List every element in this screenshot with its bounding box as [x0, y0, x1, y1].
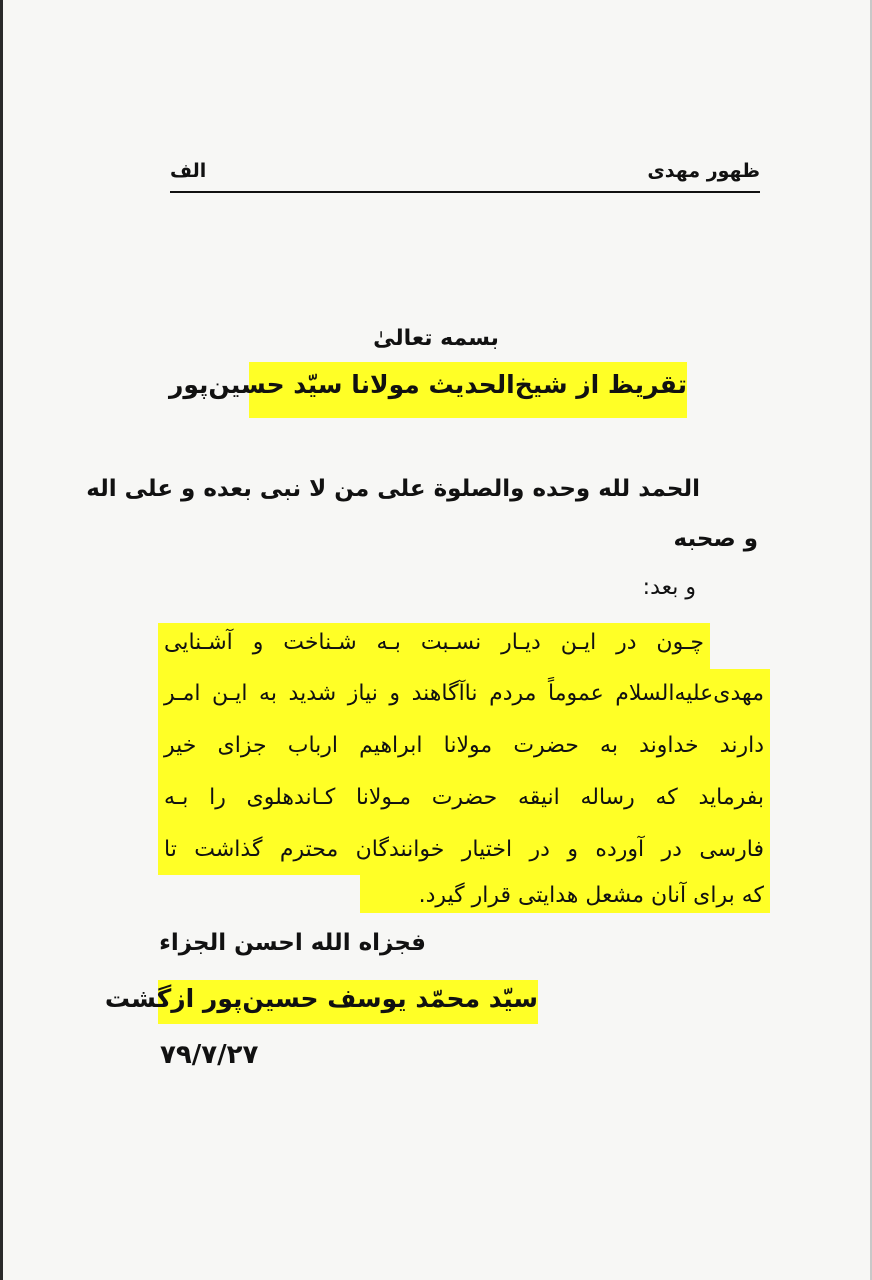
signature: سیّد محمّد یوسف حسین‌پور ازگشت	[104, 984, 538, 1013]
hamd-line-2: و صحبه	[673, 526, 758, 552]
running-header	[170, 160, 760, 190]
book-title: ظهور مهدی	[647, 160, 760, 182]
bism-heading: بسمه تعالیٰ	[373, 326, 499, 351]
taqriz-title: تقریظ از شیخ‌الحدیث مولانا سیّد حسین‌پور	[168, 370, 687, 399]
body-line-2: مهدی‌علیه‌السلام عموماً مردم ناآگاهند و نیاز شدید به ایـن امـر	[164, 681, 764, 706]
page-number: الف	[170, 160, 207, 182]
wa-bad-label: و بعد:	[642, 575, 696, 600]
date: ۷۹/۷/۲۷	[160, 1040, 259, 1070]
header-rule	[170, 191, 760, 193]
body-line-3: دارند خداوند به حضرت مولانا ابراهیم ارباب جزای خیر	[164, 733, 764, 758]
hamd-line-1: الحمد لله وحده والصلوة علی من لا نبی بعده و علی اله	[86, 476, 700, 502]
page-left-edge	[0, 0, 3, 1280]
body-line-6: که برای آنان مشعل هدایتی قرار گیرد.	[418, 883, 764, 908]
body-line-4: بفرماید که رساله انیقه حضرت مـولانا کـاندهلوی را بـه	[164, 785, 764, 810]
body-line-1: چـون در ایـن دیـار نسـبت بـه شـناخت و آشـنایی	[164, 630, 704, 655]
body-line-5: فارسی در آورده و در اختیار خوانندگان محترم گذاشت تا	[164, 837, 764, 862]
fajaza-line: فجزاه الله احسن الجزاء	[159, 930, 426, 956]
